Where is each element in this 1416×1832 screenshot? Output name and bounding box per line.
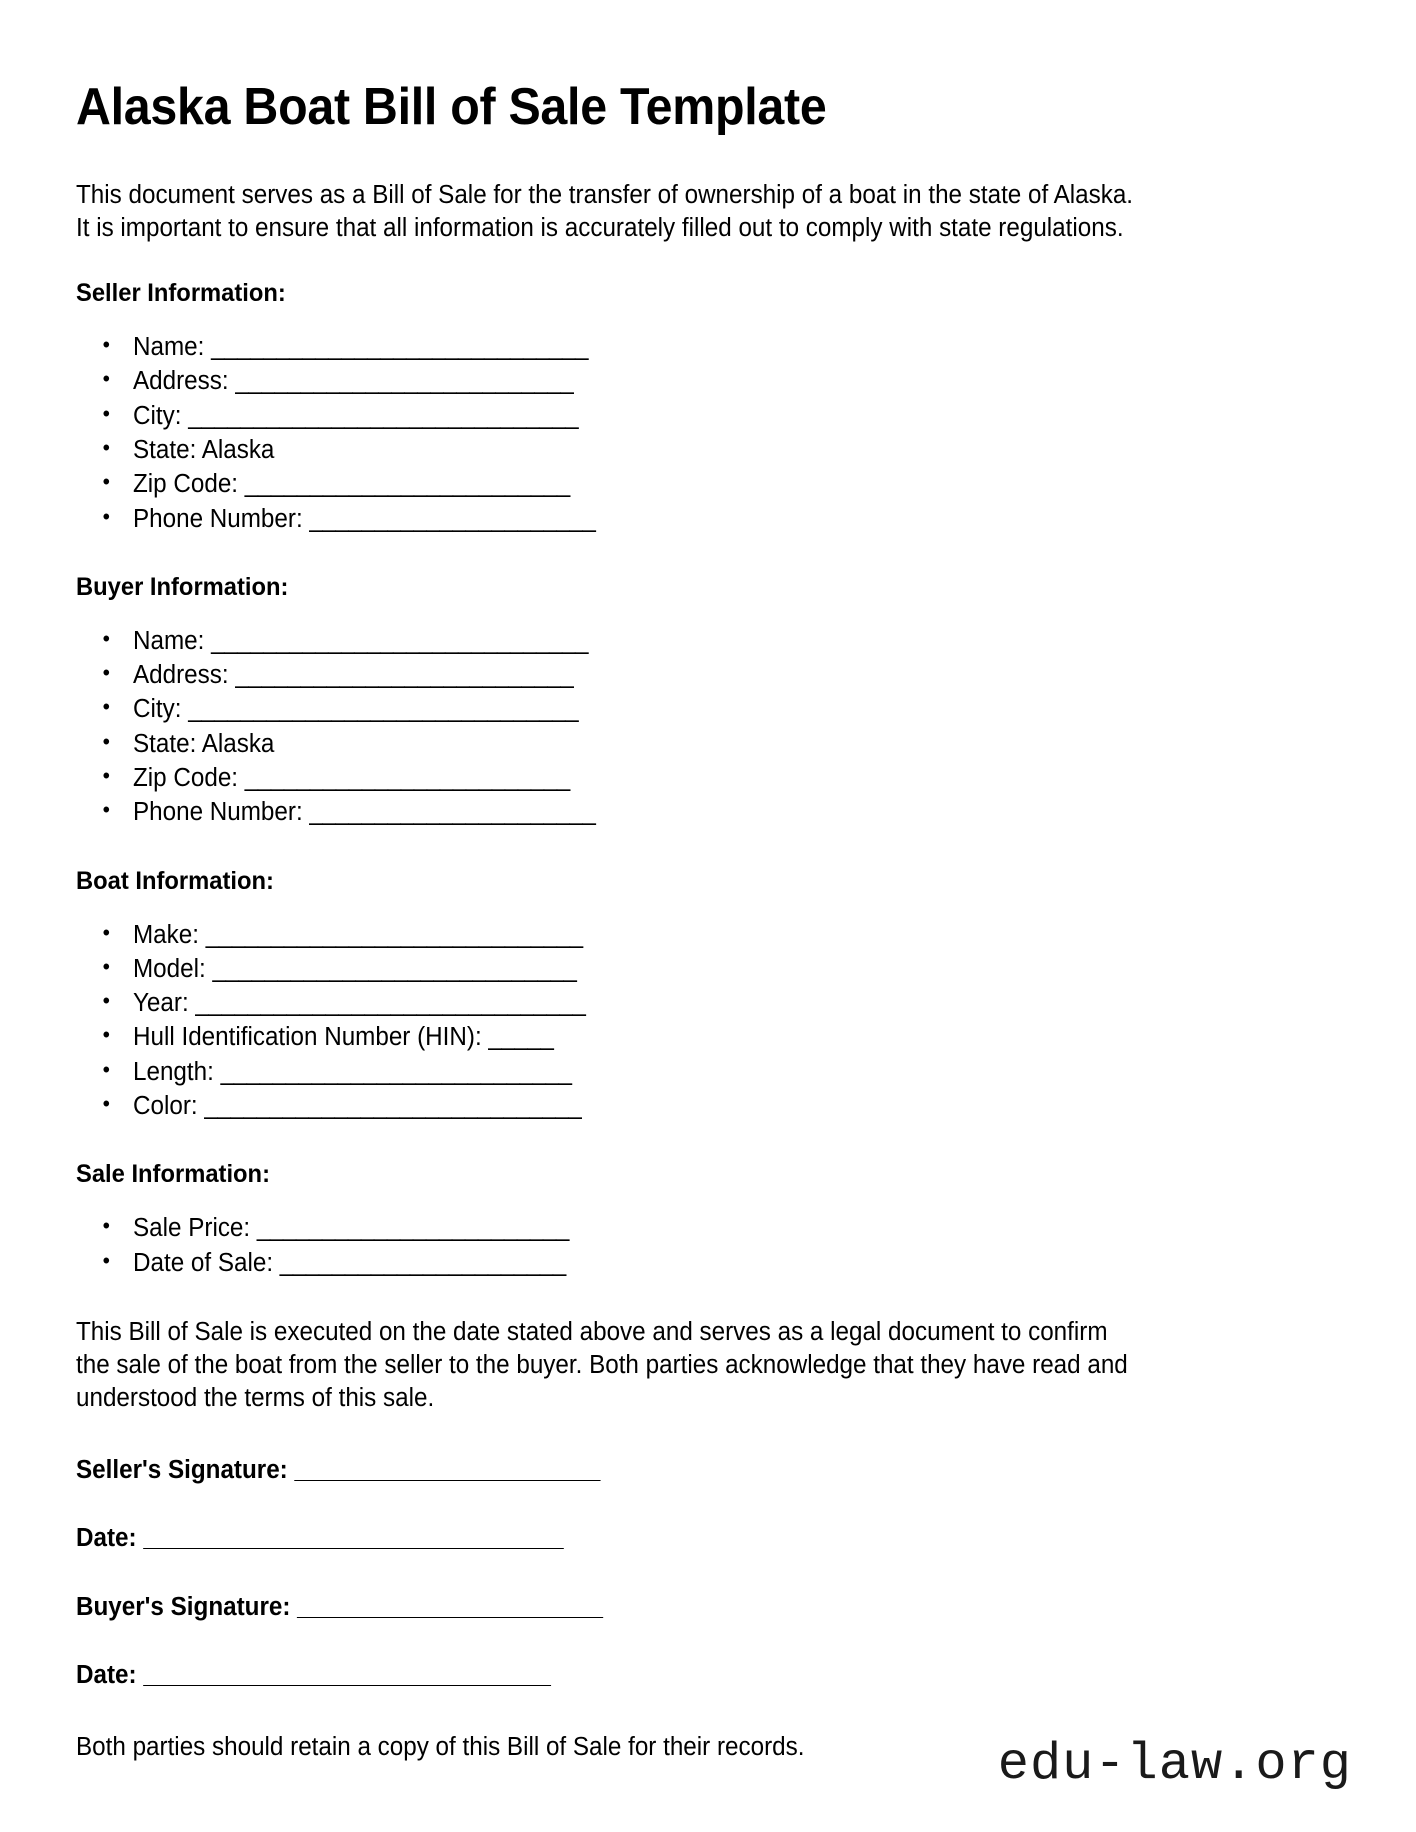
field-label: State: Alaska [133,435,275,464]
buyer-signature-row [76,1592,1281,1623]
field-blank[interactable]: _____________________________ [211,626,589,655]
field-blank[interactable]: __________________________ [235,661,574,690]
document-body [76,78,1344,1764]
buyer-signature-label: Buyer's Signature: [76,1592,298,1621]
field-label: Address: [133,661,236,690]
list-item [76,364,1281,398]
field-label: Zip Code: [133,763,245,792]
field-label: State: Alaska [133,729,275,758]
field-label: Hull Identification Number (HIN): [133,1023,489,1052]
field-label: City: [133,401,189,430]
list-item [76,692,1281,726]
field-blank[interactable]: ______________________________ [188,695,579,724]
field-blank[interactable]: ______________________________ [188,401,579,430]
list-item [76,399,1281,433]
seller-date-row [76,1523,1281,1554]
list-item [76,1246,1281,1280]
list-item [76,795,1281,829]
list-item [76,1055,1281,1089]
field-blank[interactable]: _____ [488,1023,554,1052]
field-label: Name: [133,626,212,655]
list-item [76,658,1281,692]
field-label: Name: [133,333,212,362]
field-blank[interactable]: ________________________ [256,1214,569,1243]
seller-date-blank[interactable]: _________________________________ [143,1524,563,1553]
field-blank[interactable]: ____________________________ [212,954,577,983]
field-blank[interactable]: _____________________________ [205,920,583,949]
buyer-signature-blank[interactable]: ________________________ [297,1592,603,1621]
seller-signature-row [76,1455,1281,1486]
final-note: Both parties should retain a copy of this Bill of Sale for their records. [76,1733,805,1761]
sale-field-list [76,1211,1344,1280]
buyer-date-label: Date: [76,1661,144,1690]
field-blank[interactable]: _________________________ [244,763,570,792]
field-label: Zip Code: [133,470,245,499]
seller-field-list [76,330,1344,536]
field-blank[interactable]: ______________________ [309,798,596,827]
list-item [76,761,1281,795]
buyer-information-heading: Buyer Information: [76,572,289,601]
field-label: City: [133,695,189,724]
boat-information-heading: Boat Information: [76,866,274,895]
field-label: Make: [133,920,206,949]
list-item [76,624,1281,658]
closing-paragraph: This Bill of Sale is executed on the date stated above and serves as a legal document to confirm the sale of the boat from the seller to the buyer. Both parties acknowledge that they have read and understood the terms of this sale. [76,1317,1128,1412]
watermark: edu-law.org [997,1735,1352,1794]
buyer-date-row [76,1660,1281,1691]
list-item [76,727,1281,761]
field-blank[interactable]: _____________________________ [204,1092,582,1121]
field-label: Phone Number: [133,798,310,827]
list-item [76,433,1281,467]
field-label: Sale Price: [133,1214,257,1243]
list-item [76,986,1281,1020]
field-blank[interactable]: ___________________________ [220,1057,572,1086]
field-label: Address: [133,367,236,396]
boat-field-list [76,918,1344,1124]
field-blank[interactable]: _____________________________ [211,333,589,362]
seller-signature-label: Seller's Signature: [76,1455,295,1484]
field-label: Length: [133,1057,221,1086]
seller-date-label: Date: [76,1524,144,1553]
field-label: Color: [133,1092,205,1121]
field-label: Year: [133,989,196,1018]
list-item [76,467,1281,501]
sale-information-heading: Sale Information: [76,1160,270,1189]
buyer-date-blank[interactable]: ________________________________ [143,1661,551,1690]
seller-information-heading: Seller Information: [76,279,286,308]
page-title: Alaska Boat Bill of Sale Template [76,78,827,136]
field-blank[interactable]: ______________________________ [195,989,586,1018]
buyer-field-list [76,624,1344,830]
field-label: Date of Sale: [133,1248,280,1277]
list-item [76,918,1281,952]
field-label: Model: [133,954,213,983]
intro-paragraph: This document serves as a Bill of Sale for the transfer of ownership of a boat in the state of Alaska. It is important to ensure that all information is accurately filled out to comply with state regulations. [76,181,1134,243]
field-blank[interactable]: __________________________ [235,367,574,396]
field-label: Phone Number: [133,504,310,533]
list-item [76,1089,1281,1123]
seller-signature-blank[interactable]: ________________________ [294,1455,600,1484]
field-blank[interactable]: ______________________ [309,504,596,533]
list-item [76,1211,1281,1245]
field-blank[interactable]: _________________________ [244,470,570,499]
list-item [76,1020,1281,1054]
list-item [76,330,1281,364]
list-item [76,502,1281,536]
list-item [76,952,1281,986]
field-blank[interactable]: ______________________ [279,1248,566,1277]
